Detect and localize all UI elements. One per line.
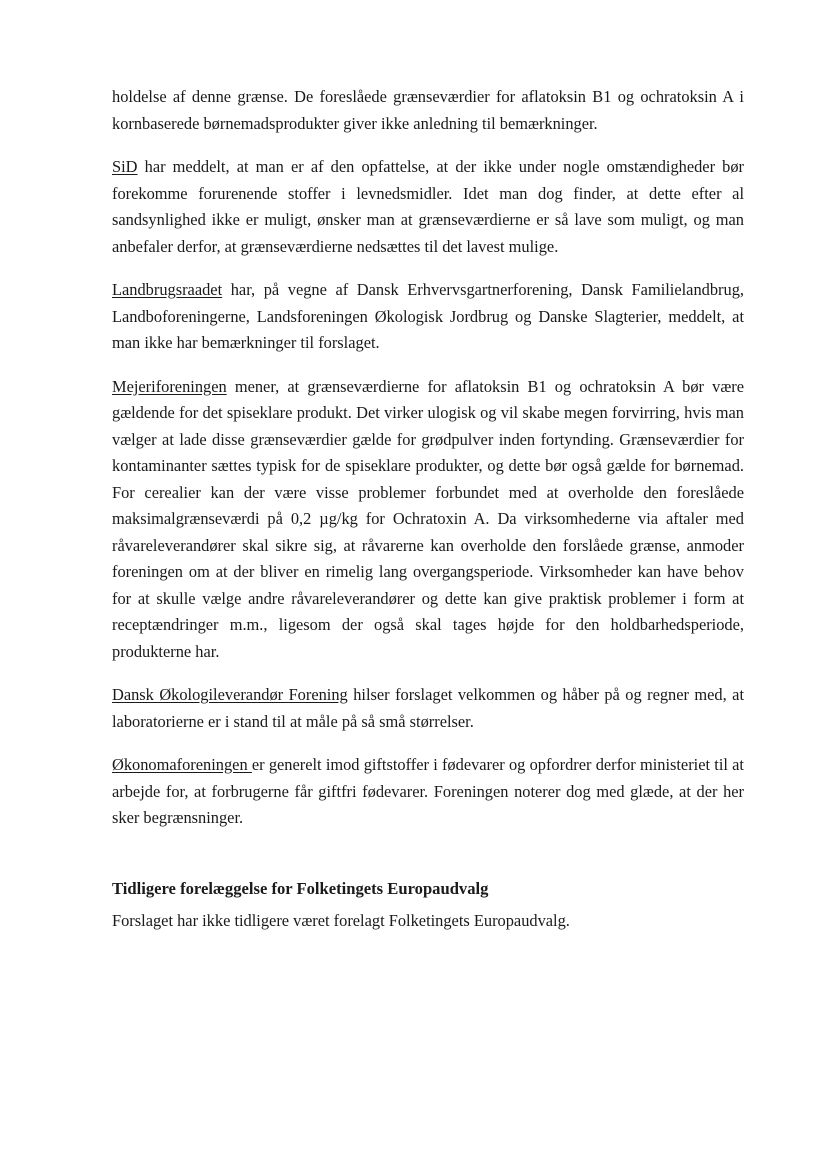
- paragraph-text: mener, at grænseværdierne for aflatoksin B1 og ochratoksin A bør være gældende for det spiseklare produkt. Det virker ulogisk og vil skabe megen forvirring, hvis man vælger at lade disse grænseværdier gælde for grødpulver inden fortynding. Grænseværdier for kontaminanter sættes typisk for de spiseklare produkter, og dette bør også gælde for børnemad. For cerealier kan der være visse problemer forbundet med at overholde den foreslåede maksimalgrænseværdi på 0,2 µg/kg for Ochratoxin A. Da virksomhederne via aftaler med råvareleverandører skal sikre sig, at råvarerne kan overholde den forslåede grænse, anmoder foreningen om at der bliver en rimelig lang overgangsperiode. Virksomheder kan have behov for at skulle vælge andre råvareleverandører og dette kan give praktisk problemer i form at receptændringer m.m., ligesom der også skal tages højde for den holdbarhedsperiode, produkterne har.: [112, 376, 744, 661]
- paragraph-sid: [112, 154, 744, 260]
- document-page: [112, 84, 744, 934]
- paragraph-text: har, på vegne af Dansk Erhvervsgartnerforening, Dansk Familielandbrug, Landboforeningerne, Landsforeningen Økologisk Jordbrug og Danske Slagterier, meddelt, at man ikke har bemærkninger til forslaget.: [112, 280, 744, 352]
- organization-name: Mejeriforeningen: [112, 376, 227, 396]
- paragraph-oekologileverandoer: [112, 682, 744, 735]
- organization-name: Landbrugsraadet: [112, 280, 223, 299]
- section-body: Forslaget har ikke tidligere været forelagt Folketingets Europaudvalg.: [112, 910, 570, 930]
- section-heading: Tidligere forelæggelse for Folketingets Europaudvalg: [112, 878, 489, 898]
- paragraph-oekonomaforeningen: [112, 752, 744, 832]
- paragraph-landbrugsraadet: [112, 277, 744, 357]
- organization-name: Økonomaforeningen: [112, 755, 252, 774]
- organization-name: SiD: [112, 157, 138, 176]
- organization-name: Dansk Økologileverandør Forening: [112, 685, 348, 704]
- paragraph-text: hilser forslaget velkommen og håber på og regner med, at laboratorierne er i stand til at måle på så små størrelser.: [112, 685, 745, 731]
- paragraph-mejeriforeningen: [112, 374, 744, 666]
- paragraph-text: er generelt imod giftstoffer i fødevarer og opfordrer derfor ministeriet til at arbejde for, at forbrugerne får giftfri fødevarer. Foreningen noterer dog med glæde, at der her sker begrænsninger.: [112, 755, 744, 827]
- paragraph-text: har meddelt, at man er af den opfattelse, at der ikke under nogle omstændigheder bør forekomme forurenende stoffer i levnedsmidler. Idet man dog finder, at dette efter al sandsynlighed ikke er muligt, ønsker man at grænseværdierne er så lave som muligt, og man anbefaler derfor, at grænseværdierne nedsættes til det lavest mulige.: [112, 157, 744, 256]
- paragraph-text: holdelse af denne grænse. De foreslåede grænseværdier for aflatoksin B1 og ochratoksin A i kornbaserede børnemadsprodukter giver ikke anledning til bemærkninger.: [112, 87, 744, 133]
- paragraph-intro: [112, 84, 744, 137]
